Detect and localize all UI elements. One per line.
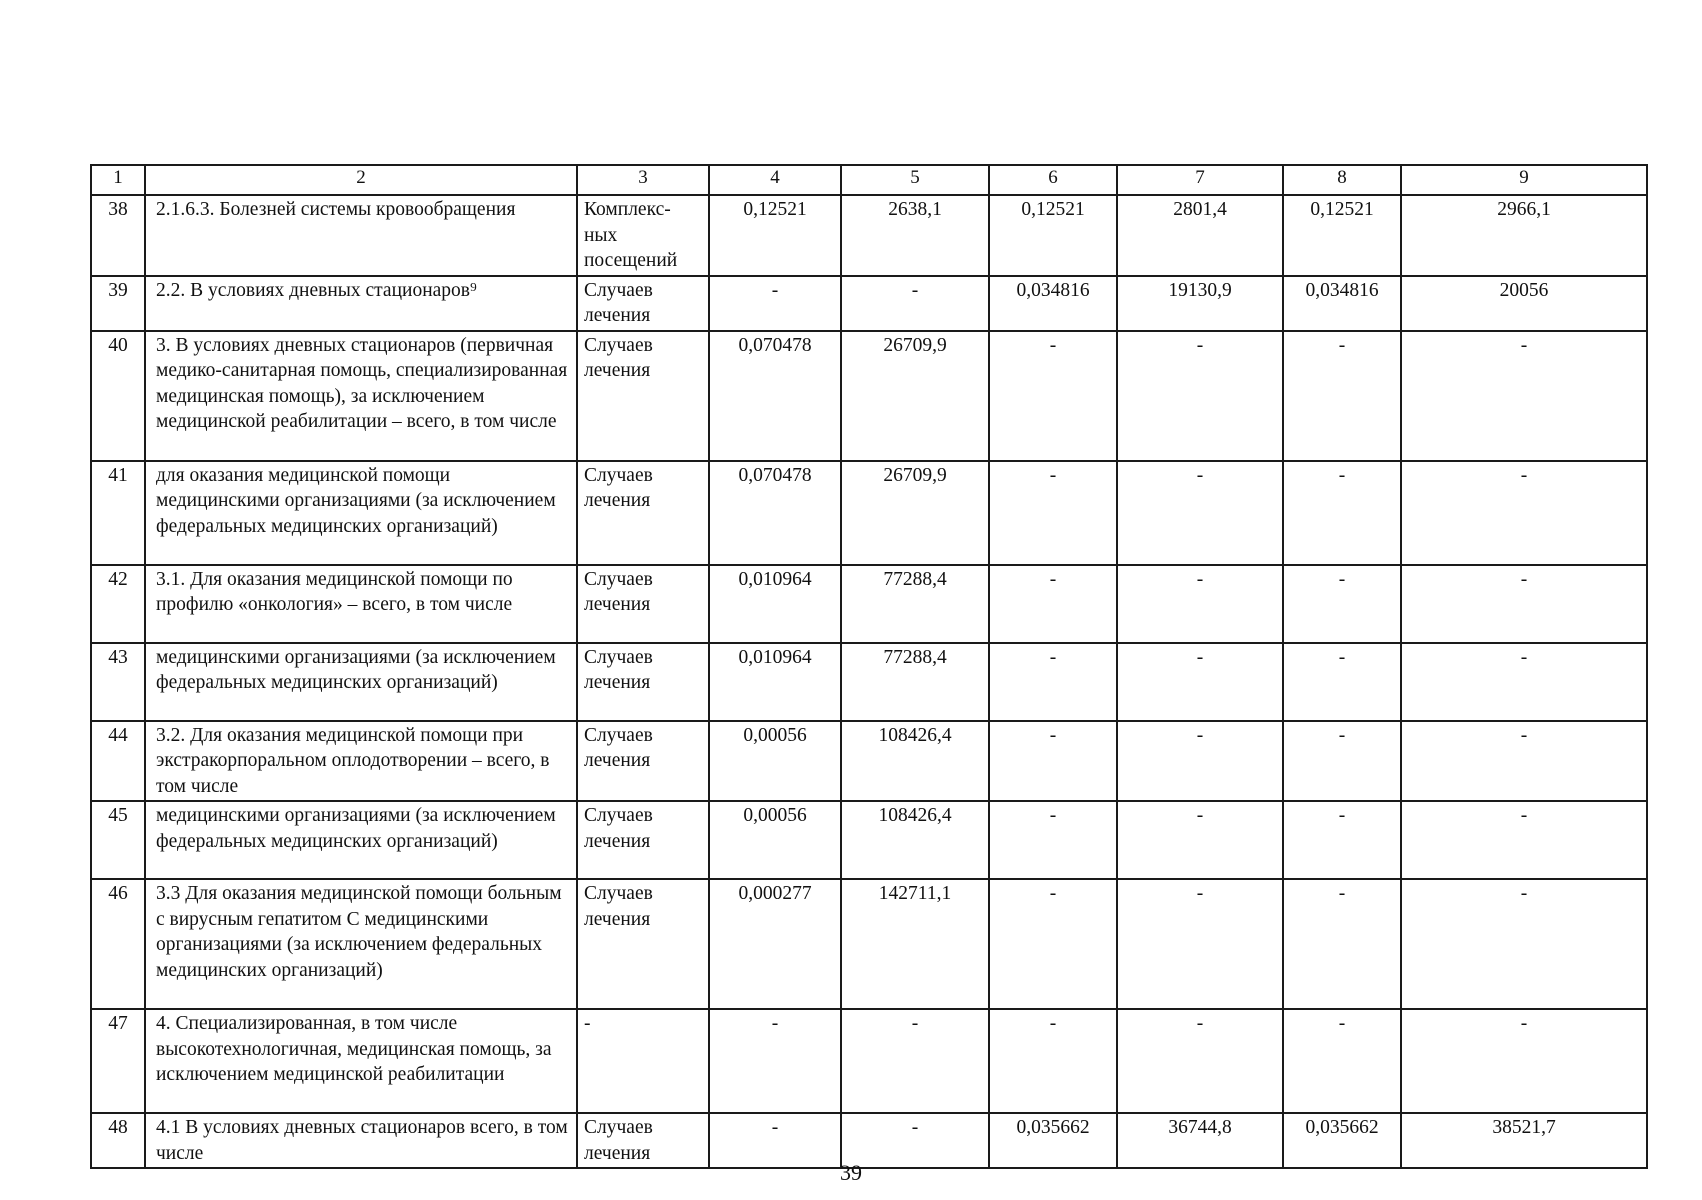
cell-col-4: 0,010964 bbox=[709, 643, 841, 721]
row-name: 3. В условиях дневных стационаров (первичная медико-санитарная помощь, специализированная медицинская помощь), за исключением медицинской реабилитации – всего, в том числе bbox=[145, 331, 577, 461]
cell-col-4: 0,000277 bbox=[709, 879, 841, 1009]
cell-col-8: - bbox=[1283, 643, 1401, 721]
cell-col-6: - bbox=[989, 801, 1117, 879]
cell-col-6: 0,034816 bbox=[989, 276, 1117, 331]
row-unit: Случаев лечения bbox=[577, 1113, 709, 1168]
row-unit: Случаев лечения bbox=[577, 565, 709, 643]
row-unit: Случаев лечения bbox=[577, 331, 709, 461]
row-name: медицинскими организациями (за исключением федеральных медицинских организаций) bbox=[145, 801, 577, 879]
row-number: 40 bbox=[91, 331, 145, 461]
cell-col-7: - bbox=[1117, 721, 1283, 802]
cell-col-5: - bbox=[841, 276, 989, 331]
cell-col-6: - bbox=[989, 643, 1117, 721]
table-row bbox=[91, 721, 1647, 802]
header-cell: 9 bbox=[1401, 165, 1647, 195]
row-number: 41 bbox=[91, 461, 145, 565]
table-row bbox=[91, 1009, 1647, 1113]
cell-col-9: - bbox=[1401, 461, 1647, 565]
cell-col-8: - bbox=[1283, 801, 1401, 879]
row-unit: Случаев лечения bbox=[577, 643, 709, 721]
cell-col-7: - bbox=[1117, 643, 1283, 721]
row-number: 43 bbox=[91, 643, 145, 721]
cell-col-5: 2638,1 bbox=[841, 195, 989, 276]
cell-col-5: 77288,4 bbox=[841, 643, 989, 721]
table-body bbox=[91, 165, 1647, 1168]
cell-col-9: 20056 bbox=[1401, 276, 1647, 331]
cell-col-8: - bbox=[1283, 879, 1401, 1009]
table-row bbox=[91, 565, 1647, 643]
page-number: 39 bbox=[840, 1160, 862, 1185]
cell-col-5: 108426,4 bbox=[841, 721, 989, 802]
row-unit: Случаев лечения bbox=[577, 801, 709, 879]
row-unit: Комплекс-ных посещений bbox=[577, 195, 709, 276]
row-name: 2.1.6.3. Болезней системы кровообращения bbox=[145, 195, 577, 276]
row-name: медицинскими организациями (за исключением федеральных медицинских организаций) bbox=[145, 643, 577, 721]
cell-col-9: - bbox=[1401, 643, 1647, 721]
header-cell: 4 bbox=[709, 165, 841, 195]
cell-col-7: - bbox=[1117, 565, 1283, 643]
cell-col-9: - bbox=[1401, 801, 1647, 879]
row-number: 45 bbox=[91, 801, 145, 879]
cell-col-4: 0,00056 bbox=[709, 721, 841, 802]
cell-col-8: - bbox=[1283, 331, 1401, 461]
table-row bbox=[91, 331, 1647, 461]
cell-col-8: - bbox=[1283, 461, 1401, 565]
row-number: 44 bbox=[91, 721, 145, 802]
row-number: 42 bbox=[91, 565, 145, 643]
cell-col-9: - bbox=[1401, 331, 1647, 461]
cell-col-6: - bbox=[989, 331, 1117, 461]
row-name: 2.2. В условиях дневных стационаров⁹ bbox=[145, 276, 577, 331]
cell-col-7: - bbox=[1117, 879, 1283, 1009]
row-unit: Случаев лечения bbox=[577, 721, 709, 802]
cell-col-4: 0,00056 bbox=[709, 801, 841, 879]
table-row bbox=[91, 461, 1647, 565]
cell-col-6: - bbox=[989, 1009, 1117, 1113]
cell-col-4: 0,070478 bbox=[709, 331, 841, 461]
cell-col-9: - bbox=[1401, 1009, 1647, 1113]
header-cell: 2 bbox=[145, 165, 577, 195]
cell-col-5: - bbox=[841, 1113, 989, 1168]
cell-col-4: 0,010964 bbox=[709, 565, 841, 643]
cell-col-7: - bbox=[1117, 801, 1283, 879]
cell-col-7: 36744,8 bbox=[1117, 1113, 1283, 1168]
document-sheet bbox=[90, 164, 1648, 1169]
data-table bbox=[90, 164, 1648, 1169]
cell-col-6: 0,035662 bbox=[989, 1113, 1117, 1168]
cell-col-9: - bbox=[1401, 565, 1647, 643]
cell-col-6: 0,12521 bbox=[989, 195, 1117, 276]
cell-col-6: - bbox=[989, 879, 1117, 1009]
cell-col-5: 108426,4 bbox=[841, 801, 989, 879]
table-row bbox=[91, 801, 1647, 879]
cell-col-6: - bbox=[989, 721, 1117, 802]
cell-col-4: - bbox=[709, 1113, 841, 1168]
row-unit: - bbox=[577, 1009, 709, 1113]
row-name: 3.1. Для оказания медицинской помощи по профилю «онкология» – всего, в том числе bbox=[145, 565, 577, 643]
row-number: 46 bbox=[91, 879, 145, 1009]
cell-col-4: 0,070478 bbox=[709, 461, 841, 565]
cell-col-7: 19130,9 bbox=[1117, 276, 1283, 331]
header-cell: 7 bbox=[1117, 165, 1283, 195]
row-name: 4. Специализированная, в том числе высокотехнологичная, медицинская помощь, за исключением медицинской реабилитации bbox=[145, 1009, 577, 1113]
header-cell: 6 bbox=[989, 165, 1117, 195]
header-row bbox=[91, 165, 1647, 195]
table-row bbox=[91, 879, 1647, 1009]
cell-col-5: 77288,4 bbox=[841, 565, 989, 643]
row-name: 3.3 Для оказания медицинской помощи больным с вирусным гепатитом С медицинскими организациями (за исключением федеральных медицинских организаций) bbox=[145, 879, 577, 1009]
cell-col-9: - bbox=[1401, 721, 1647, 802]
table-row bbox=[91, 195, 1647, 276]
cell-col-7: - bbox=[1117, 331, 1283, 461]
cell-col-4: 0,12521 bbox=[709, 195, 841, 276]
row-unit: Случаев лечения bbox=[577, 461, 709, 565]
row-name: для оказания медицинской помощи медицинскими организациями (за исключением федеральных медицинских организаций) bbox=[145, 461, 577, 565]
cell-col-4: - bbox=[709, 276, 841, 331]
row-number: 48 bbox=[91, 1113, 145, 1168]
cell-col-5: 26709,9 bbox=[841, 461, 989, 565]
header-cell: 3 bbox=[577, 165, 709, 195]
cell-col-8: 0,035662 bbox=[1283, 1113, 1401, 1168]
header-cell: 8 bbox=[1283, 165, 1401, 195]
cell-col-5: 142711,1 bbox=[841, 879, 989, 1009]
row-unit: Случаев лечения bbox=[577, 276, 709, 331]
header-cell: 5 bbox=[841, 165, 989, 195]
cell-col-8: - bbox=[1283, 1009, 1401, 1113]
cell-col-8: 0,12521 bbox=[1283, 195, 1401, 276]
row-number: 47 bbox=[91, 1009, 145, 1113]
cell-col-8: 0,034816 bbox=[1283, 276, 1401, 331]
row-number: 38 bbox=[91, 195, 145, 276]
cell-col-5: 26709,9 bbox=[841, 331, 989, 461]
cell-col-4: - bbox=[709, 1009, 841, 1113]
header-cell: 1 bbox=[91, 165, 145, 195]
row-name: 4.1 В условиях дневных стационаров всего, в том числе bbox=[145, 1113, 577, 1168]
cell-col-6: - bbox=[989, 565, 1117, 643]
cell-col-8: - bbox=[1283, 721, 1401, 802]
cell-col-7: - bbox=[1117, 1009, 1283, 1113]
cell-col-8: - bbox=[1283, 565, 1401, 643]
cell-col-5: - bbox=[841, 1009, 989, 1113]
cell-col-9: 38521,7 bbox=[1401, 1113, 1647, 1168]
cell-col-9: - bbox=[1401, 879, 1647, 1009]
cell-col-7: 2801,4 bbox=[1117, 195, 1283, 276]
row-name: 3.2. Для оказания медицинской помощи при экстракорпоральном оплодотворении – всего, в том числе bbox=[145, 721, 577, 802]
table-row bbox=[91, 643, 1647, 721]
table-row bbox=[91, 276, 1647, 331]
cell-col-6: - bbox=[989, 461, 1117, 565]
row-unit: Случаев лечения bbox=[577, 879, 709, 1009]
row-number: 39 bbox=[91, 276, 145, 331]
cell-col-7: - bbox=[1117, 461, 1283, 565]
cell-col-9: 2966,1 bbox=[1401, 195, 1647, 276]
